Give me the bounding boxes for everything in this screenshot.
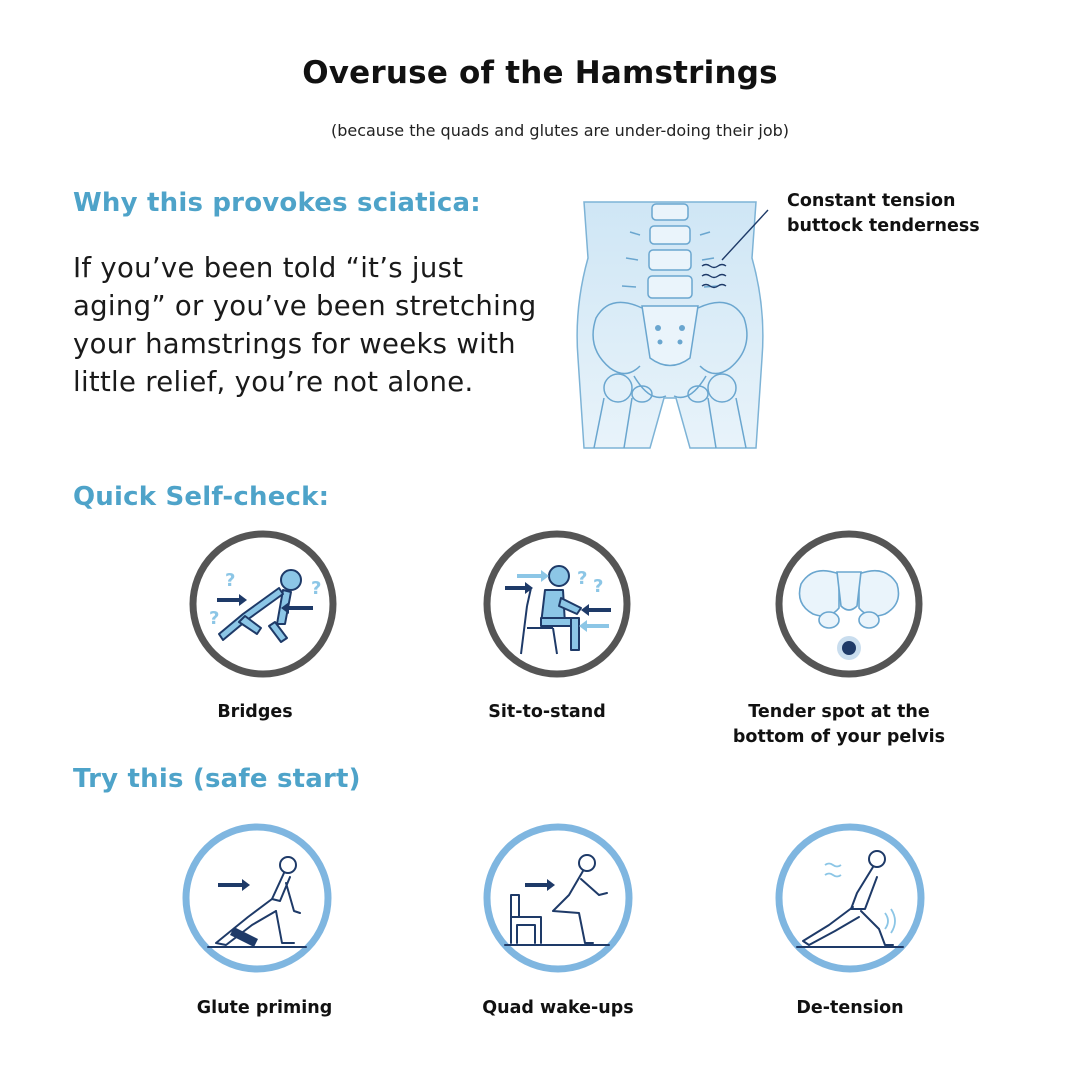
bridge-pose-icon — [187, 528, 339, 680]
sit-to-stand-label: Sit-to-stand — [488, 702, 606, 722]
glute-priming-card — [180, 821, 334, 975]
callout-line-2: buttock tenderness — [787, 216, 980, 236]
bridges-label: Bridges — [217, 702, 293, 722]
page-title: Overuse of the Hamstrings — [302, 55, 778, 91]
tender-spot-card — [773, 528, 925, 680]
why-body-text: If you’ve been told “it’s just aging” or you’ve been stretching your hamstrings for weeks with little relief, you’re not alone. — [73, 252, 537, 398]
tension-callout — [787, 189, 1047, 239]
pelvis-anatomy-illustration — [570, 198, 770, 453]
pelvis-tender-spot-icon — [773, 528, 925, 680]
tender-spot-label-line-1: Tender spot at the — [748, 702, 930, 722]
glute-priming-label: Glute priming — [196, 998, 333, 1018]
quad-wakeup-icon — [481, 821, 635, 975]
tender-spot-label-line-2: bottom of your pelvis — [732, 727, 946, 747]
sit-to-stand-card — [481, 528, 633, 680]
quad-wakeup-card — [481, 821, 635, 975]
selfcheck-heading: Quick Self-check: — [73, 482, 330, 512]
why-heading: Why this provokes sciatica: — [73, 188, 481, 218]
bridges-card — [187, 528, 339, 680]
glute-priming-icon — [180, 821, 334, 975]
svg-text:?: ? — [311, 578, 322, 599]
page-subtitle: (because the quads and glutes are under-doing their job) — [330, 121, 790, 140]
quad-wakeup-label: Quad wake-ups — [482, 998, 634, 1018]
svg-text:?: ? — [593, 576, 604, 597]
de-tension-icon — [773, 821, 927, 975]
tender-spot-label — [714, 700, 964, 750]
svg-text:?: ? — [577, 568, 588, 589]
de-tension-label: De-tension — [796, 998, 904, 1018]
de-tension-card — [773, 821, 927, 975]
trythis-heading: Try this (safe start) — [73, 764, 361, 794]
sit-to-stand-icon — [481, 528, 633, 680]
svg-text:?: ? — [225, 570, 236, 591]
callout-line-1: Constant tension — [787, 191, 956, 211]
svg-text:?: ? — [209, 608, 220, 629]
